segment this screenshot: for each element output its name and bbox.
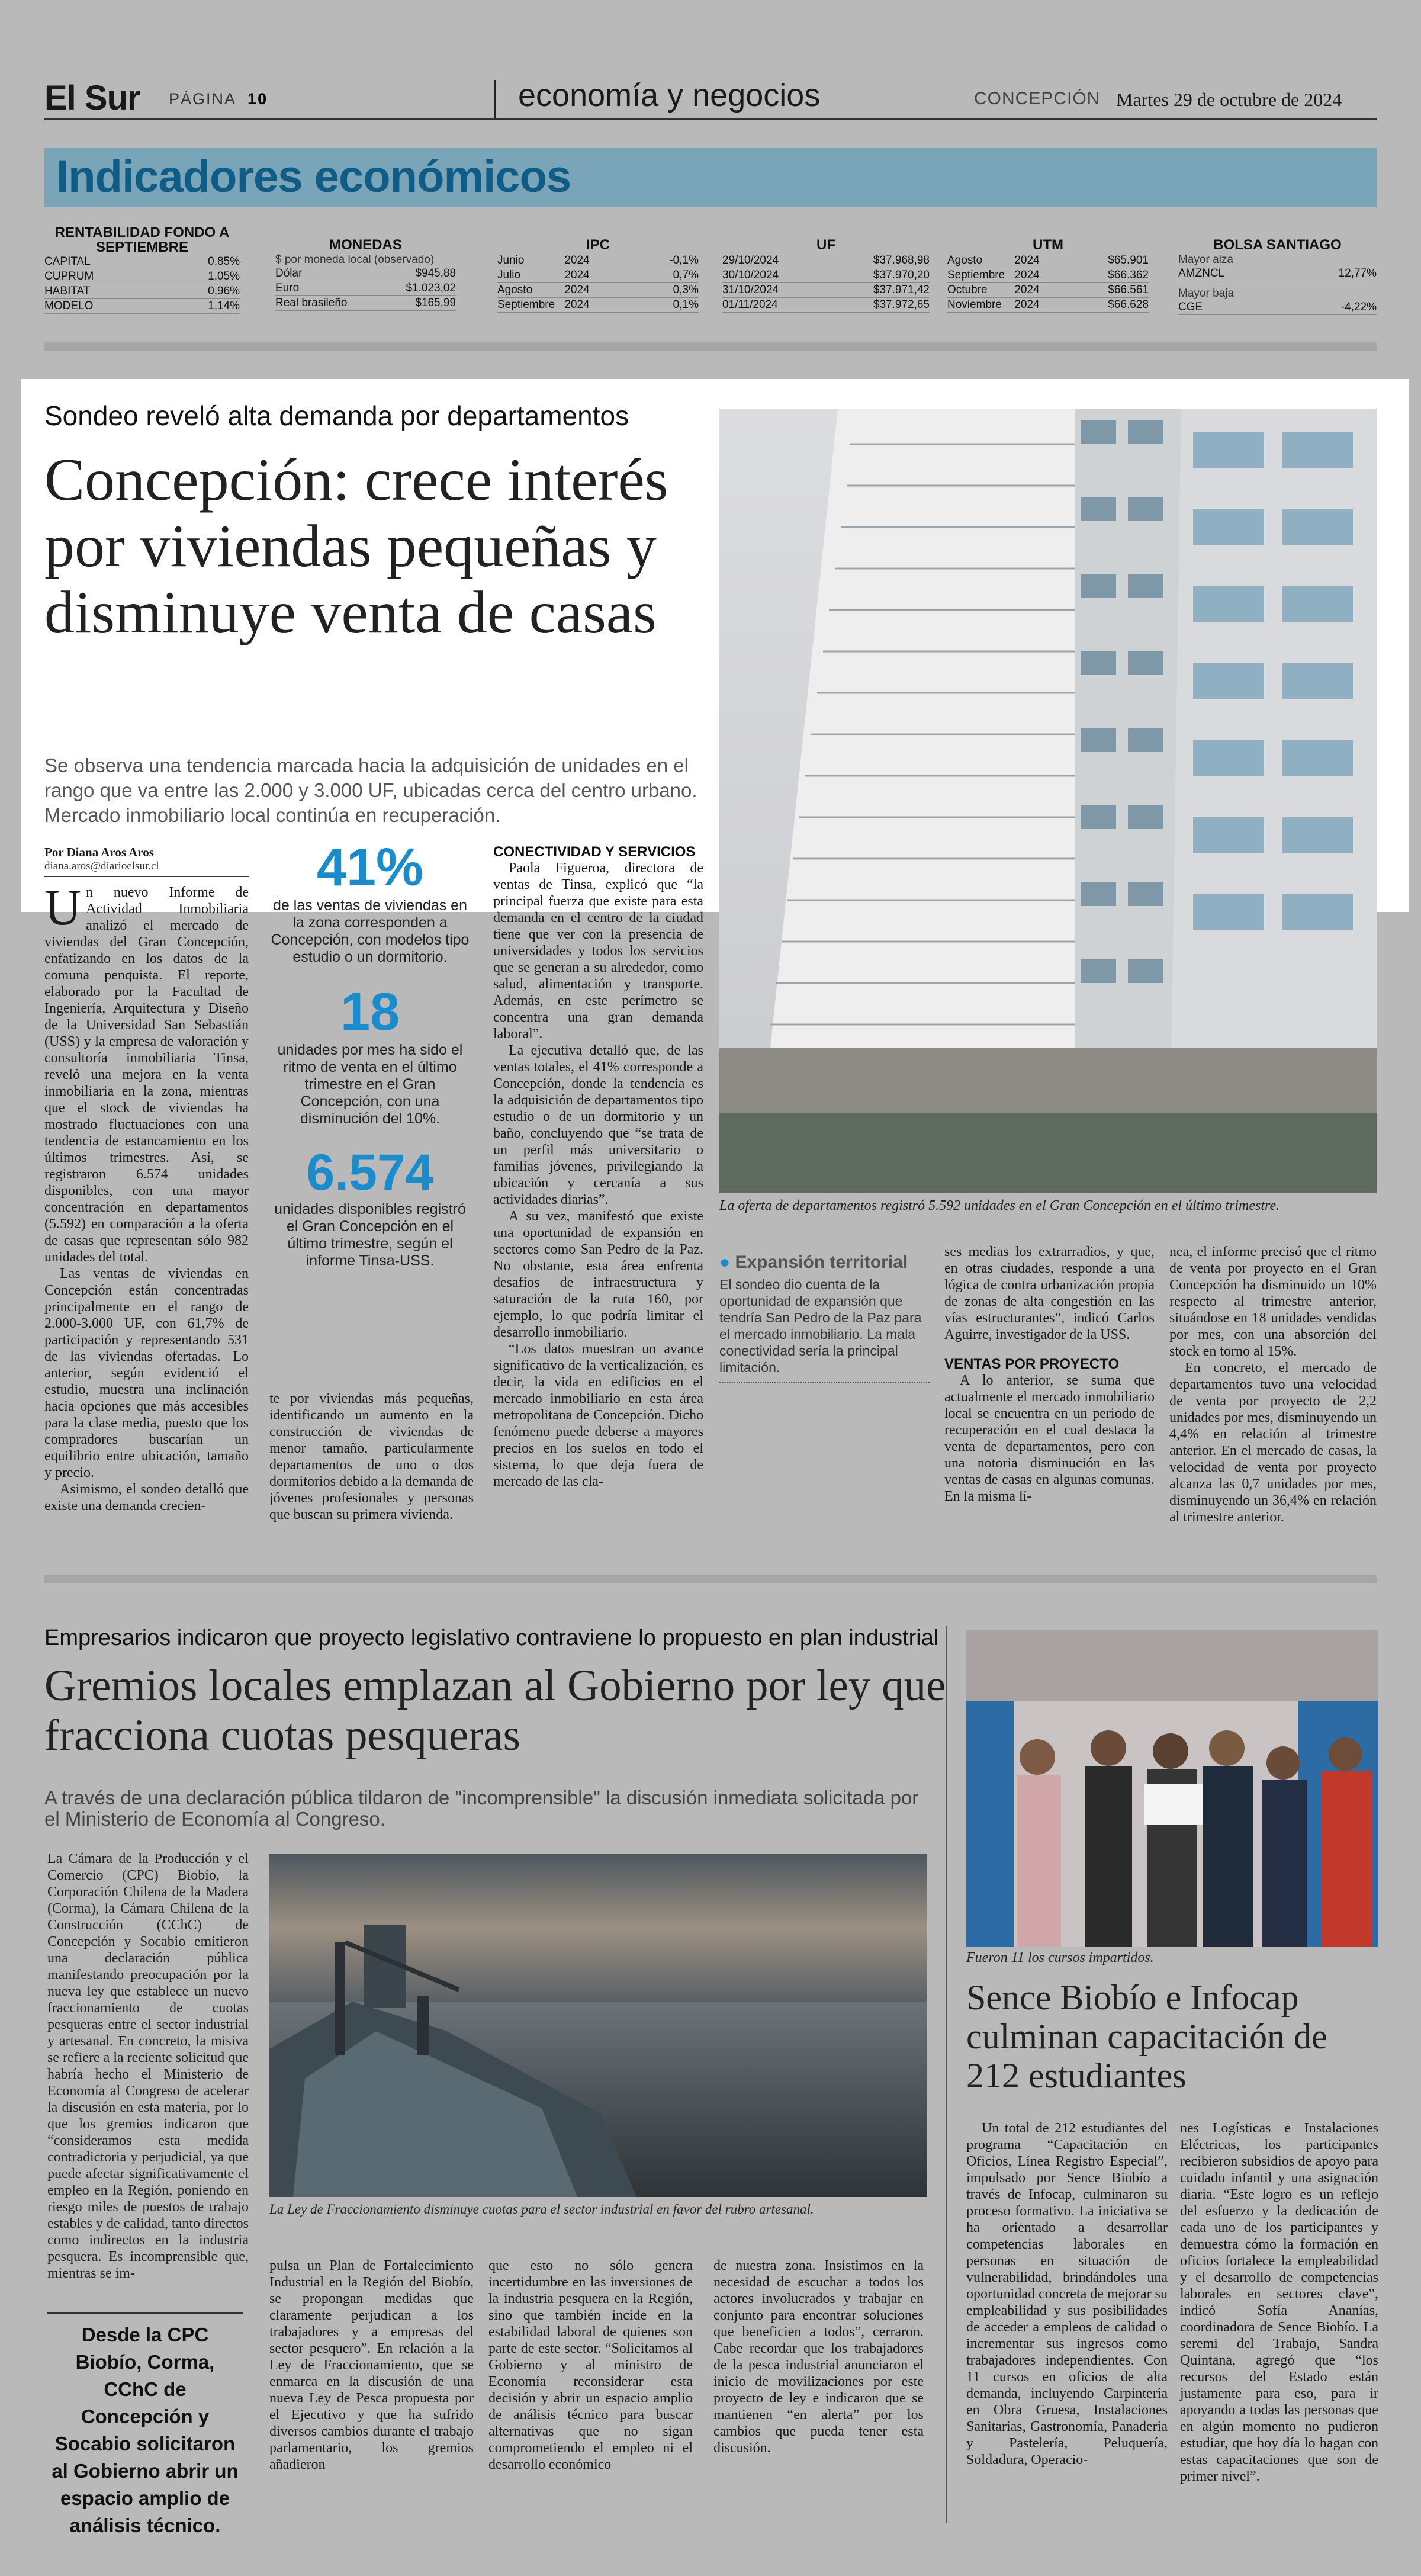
article-1-column-1	[44, 845, 249, 1514]
cell: 2024	[1014, 298, 1040, 311]
expansion-box-title-text: Expansión territorial	[735, 1252, 908, 1272]
cell: CGE	[1178, 301, 1203, 313]
quote-rule	[47, 2312, 243, 2314]
table-row	[497, 253, 699, 268]
article-1-body-7	[1169, 1244, 1377, 1525]
bullet-icon: ●	[719, 1252, 731, 1272]
table-row	[275, 266, 456, 281]
article-2-column-3	[488, 2257, 693, 2473]
article-1-column-6	[1169, 1244, 1377, 1525]
stat-2-text: unidades por mes ha sido el ritmo de venta en el último trimestre en el Gran Concepción, con una disminución del 10%.	[277, 1042, 463, 1127]
column-divider	[946, 1626, 947, 2523]
article-2-kicker: Empresarios indicaron que proyecto legislativo contraviene lo propuesto en plan industrial	[44, 1626, 939, 1650]
cell: 1,05%	[208, 270, 240, 282]
indicator-utm	[947, 237, 1149, 313]
cell: 0,1%	[673, 298, 699, 311]
table-row	[1178, 266, 1377, 281]
cell: 0,96%	[208, 285, 240, 297]
cell: Octubre	[947, 284, 988, 296]
cell: MODELO	[44, 300, 94, 312]
article-2-pull-quote: Desde la CPC Biobío, Corma, CChC de Concepción y Socabio solicitaron al Gobierno abrir un espacio amplio de análisis técnico.	[52, 2324, 239, 2536]
article-1-body-3	[493, 860, 703, 1490]
author-email: diana.aros@diarioelsur.cl	[44, 860, 249, 877]
article-2-title: Gremios locales emplazan al Gobierno por ley que fracciona cuotas pesqueras	[44, 1661, 946, 1760]
paragraph: ses medias los extrarradios, y que, en otras ciudades, responde a una lógica de contra urbanización propia de zonas de alta congestión en las vías estructurantes”, indicó Carlos Aguirre, investigador de la USS.	[944, 1244, 1155, 1342]
table-row	[44, 255, 240, 269]
indicator-ipc	[497, 237, 699, 313]
graduation-photo	[966, 1630, 1378, 1947]
drop-cap: U	[44, 879, 82, 936]
cell: 2024	[1014, 269, 1040, 281]
header-divider	[494, 80, 496, 118]
table-row	[497, 268, 699, 283]
indicator-uf	[722, 237, 930, 313]
table-row	[947, 298, 1149, 313]
table-row	[275, 281, 456, 296]
article-3-title: Sence Biobío e Infocap culminan capacitación de 212 estudiantes	[966, 1978, 1327, 2095]
cell: 0,85%	[208, 255, 240, 268]
article-1-body-1	[44, 879, 249, 1514]
paragraph: La ejecutiva detalló que, de las ventas totales, el 41% corresponde a Concepción, donde la tendencia es la adquisición de departamentos tipo estudio o de un dormitorio y un baño, concluyendo que “se trata de un perfil más universitario o familias jóvenes, privilegiando la ubicación y cercanía a sus actividades diarias”.	[493, 1043, 703, 1207]
indicator-fondo-heading: RENTABILIDAD FONDO A SEPTIEMBRE	[54, 224, 230, 255]
table-row	[722, 253, 930, 268]
cell: Agosto	[497, 284, 533, 296]
table-row	[497, 298, 699, 313]
article-2-column-1	[47, 1851, 249, 2282]
paragraph: Asimismo, el sondeo detalló que existe una demanda crecien-	[44, 1482, 249, 1514]
article-3-column-2	[1180, 2120, 1378, 2485]
section-divider	[44, 1575, 1377, 1583]
cell: Septiembre	[497, 298, 555, 311]
expansion-box-title	[719, 1252, 930, 1273]
header-rule	[44, 118, 1377, 120]
indicator-bolsa	[1178, 237, 1377, 315]
paragraph: de nuestra zona. Insistimos en la necesidad de escuchar a todos los actores involucrados y trabajar en conjunto para encontrar soluciones que beneficien a todos”, cerraron. Cabe recordar que los trabajadores de la pesca industrial anunciaron el inicio de movilizaciones por este proyecto de ley e indicaron que se mantienen “en alerta” por los cambios que pueda tener esta discusión.	[713, 2258, 924, 2456]
paragraph: nes Logísticas e Instalaciones Eléctricas, los participantes recibieron subsidios de apoyo para cuidado infantil y una asignación diaria. “Este logro es un reflejo del esfuerzo y la dedicación de cada uno de los participantes y demuestra cómo la formación en oficios fortalece la empleabilidad y el desarrollo de competencias laborales en sectores clave”, indicó Sofía Ananías, coordinadora de Sence Biobío. La seremi del Trabajo, Sandra Quintana, agregó que “los recursos del Estado están justamente para eso, para ir apoyando a todas las personas que en algún momento no pudieron estudiar, que hoy día lo hagan con estas capacitaciones que son de primer nivel”.	[1180, 2121, 1378, 2484]
stat-3-text: unidades disponibles registró el Gran Concepción en el último trimestre, según el informe Tinsa-USS.	[274, 1201, 466, 1269]
stat-3-number: 6.574	[306, 1144, 434, 1201]
newspaper-logo: El Sur	[44, 79, 140, 117]
cell: 2024	[564, 254, 590, 266]
table-row	[947, 268, 1149, 283]
cell: $66.362	[1108, 269, 1149, 281]
paragraph: Un total de 212 estudiantes del programa “Capacitación en Oficios, Línea Registro Especial”, impulsado por Sence Biobío a través de Infocap, culminaron su proceso formativo. La iniciativa se ha orientado a desarrollar competencias laborales en personas en situación de vulnerabilidad, brindándoles una oportunidad concreta de mejorar su empleabilidad y sus posibilidades de acceder a empleos de calidad o incrementar sus ingresos como trabajadores independientes. Con 11 cursos en oficios de alta demanda, incluyendo Carpintería en Obra Gruesa, Instalaciones Sanitarias, Gastronomía, Panadería y Pastelería, Peluquería, Soldadura, Operacio-	[966, 2121, 1168, 2468]
cell: 2024	[564, 284, 590, 296]
indicator-fondo	[44, 225, 240, 314]
article-1-body-5	[944, 1244, 1155, 1343]
paragraph: “Los datos muestran un avance significativo de la verticalización, es decir, la vida en edificios en el mercado inmobiliario en esta área metropolitana de Concepción. Dicho fenómeno puede deberse a mayores precios en los suelos en todo el sistema, lo que deja fuera de mercado de las cla-	[493, 1341, 703, 1489]
expansion-box-text: El sondeo dio cuenta de la oportunidad de expansión que tendría San Pedro de la Paz para el mercado inmobiliario. La mala conectividad sería la principal limitación.	[719, 1277, 922, 1375]
header-city: CONCEPCIÓN	[974, 89, 1101, 108]
indicator-bolsa-alza-label: Mayor alza	[1178, 253, 1233, 266]
table-row	[44, 284, 240, 299]
paragraph: Paola Figueroa, directora de ventas de Tinsa, explicó que “la principal fuerza que existe para esta demanda en el centro de la ciudad tiene que ver con la presencia de universidades y todos los servicios que se generan a su alrededor, como salud, alimentación y transporte. Además, en este perímetro se concentra una gran demanda laboral”.	[493, 860, 703, 1042]
cell: $37.971,42	[873, 284, 930, 296]
cell: 0,7%	[673, 269, 699, 281]
cell: AMZNCL	[1178, 267, 1225, 280]
cell: Noviembre	[947, 298, 1002, 311]
cell: CUPRUM	[44, 270, 94, 282]
page-number: 10	[247, 90, 268, 108]
table-row	[497, 283, 699, 298]
article-2-column-2	[269, 2257, 474, 2473]
paragraph: n nuevo Informe de Actividad Inmobiliaria analizó el mercado de viviendas del Gran Concepción, enfatizando en los datos de la comuna penquista. El reporte, elaborado por la Facultad de Ingeniería, Arquitectura y Diseño de la Universidad San Sebastián (USS) y la empresa de valoración y consultoría inmobiliaria Tinsa, reveló una mejora en la venta inmobiliaria en la zona, mientras que el stock de viviendas ha mostrado fluctuaciones con una tendencia de estancamiento en los últimos trimestres. Así, se registraron 6.574 unidades disponibles, con una mayor concentración en departamentos (5.592) en comparación a la oferta de casas que representan sólo 982 unidades del total.	[44, 885, 249, 1265]
cell: 31/10/2024	[722, 284, 779, 296]
indicator-utm-heading: UTM	[1033, 237, 1063, 253]
cell: $37.970,20	[873, 269, 930, 281]
building-photo	[719, 409, 1377, 1193]
paragraph: La Cámara de la Producción y el Comercio (CPC) Biobío, la Corporación Chilena de la Madera (Corma), la Cámara Chilena de la Construcción (CChC) de Concepción y Socabio emitieron una declaración pública manifestando preocupación por la nueva ley que establece un nuevo fraccionamiento de cuotas pesqueras entre el sector industrial y artesanal. En concreto, la misiva se refiere a la reciente solicitud que habría hecho el Ministerio de Economía al Congreso de acelerar la discusión en esta materia, por lo que los gremios indicaron que “consideramos esta medida contradictoria y perjudicial, ya que puede afectar significativamente el empleo en la Región, poniendo en riesgo miles de puestos de trabajo estables y de calidad, tanto directos como indirectos en la industria pesquera. Es incomprensible que, mientras se im-	[47, 1851, 249, 2281]
cell: 2024	[1014, 284, 1040, 296]
article-2-column-4	[713, 2257, 924, 2456]
article-1-kicker: Sondeo reveló alta demanda por departamentos	[44, 400, 629, 431]
indicators-title: Indicadores económicos	[56, 152, 571, 202]
cell: Real brasileño	[275, 297, 348, 309]
page-label	[169, 90, 268, 108]
article-2-lead: A través de una declaración pública tildaron de "incomprensible" la discusión inmediata solicitada por el Ministerio de Economía al Congreso.	[44, 1787, 919, 1830]
cell: Julio	[497, 269, 521, 281]
indicator-bolsa-baja-label: Mayor baja	[1178, 287, 1234, 300]
table-row	[722, 298, 930, 313]
cell: $66.561	[1108, 284, 1149, 296]
indicator-uf-heading: UF	[816, 237, 835, 253]
article-1-lead: Se observa una tendencia marcada hacia la adquisición de unidades en el rango que va entre las 2.000 y 3.000 UF, ubicadas cerca del centro urbano. Mercado inmobiliario local continúa en recuperación.	[44, 754, 697, 826]
cell: HABITAT	[44, 285, 91, 297]
table-row	[722, 283, 930, 298]
expansion-box	[719, 1252, 930, 1383]
table-row	[275, 296, 456, 311]
cell: $37.972,65	[873, 298, 930, 311]
paragraph: A lo anterior, se suma que actualmente el mercado inmobiliario local se encuentra en un periodo de recuperación en el cual destaca la venta de departamentos, pero con una notoria disminución en las ventas de casas en algunas comunas. En la misma lí-	[944, 1373, 1155, 1504]
table-row	[1178, 300, 1377, 315]
byline: Por Diana Aros Aros	[44, 845, 154, 859]
table-row	[44, 299, 240, 314]
indicator-bolsa-heading: BOLSA SANTIAGO	[1213, 237, 1342, 253]
cell: 0,3%	[673, 284, 699, 296]
fishing-ship-photo	[269, 1854, 927, 2197]
stat-1-text: de las ventas de viviendas en la zona corresponden a Concepción, con modelos tipo estudio o un dormitorio.	[271, 897, 470, 965]
table-row	[947, 253, 1149, 268]
paragraph: nea, el informe precisó que el ritmo de venta por proyecto en el Gran Concepción ha disminuido un 10% respecto al trimestre anterior, situándose en 18 unidades vendidas por mes, con una absorción del stock en torno al 15%.	[1169, 1244, 1377, 1359]
cell: 01/11/2024	[722, 298, 778, 311]
cell: 30/10/2024	[722, 269, 779, 281]
article-1-body-6	[944, 1372, 1155, 1505]
article-1-body-2	[269, 1390, 474, 1523]
table-row	[947, 283, 1149, 298]
paragraph: que esto no sólo genera incertidumbre en las inversiones de la industria pesquera en la Región, sino que también incide en la estabilidad laboral de quienes son parte de este sector. “Solicitamos al Gobierno y al ministro de Economía reconsiderar esta decisión y abrir un espacio amplio de análisis técnico para buscar alternativas que no sigan comprometiendo el empleo ni el desarrollo económico	[488, 2258, 693, 2472]
page-label-text: PÁGINA	[169, 90, 237, 108]
paragraph: Las ventas de viviendas en Concepción están concentradas principalmente en el rango de 2.000-3.000 UF, con 61,7% de participación y representando 531 de las viviendas ofertadas. Lo anterior, según evidenció el estudio, muestra una inclinación hacia opciones que más accesibles para la clase media, puesto que los compradores buscarían un equilibrio entre ubicación, tamaño y precio.	[44, 1266, 249, 1480]
cell: 2024	[564, 298, 590, 311]
cell: $165,99	[415, 297, 456, 309]
cell: $65.901	[1108, 254, 1149, 266]
stat-2-number: 18	[340, 982, 400, 1042]
cell: -4,22%	[1340, 301, 1377, 313]
graduation-photo-caption: Fueron 11 los cursos impartidos.	[966, 1950, 1154, 1965]
header-date: Martes 29 de octubre de 2024	[1116, 89, 1342, 110]
indicator-monedas-heading: MONEDAS	[329, 237, 402, 253]
cell: 2024	[564, 269, 590, 281]
cell: $66.628	[1108, 298, 1149, 311]
cell: Septiembre	[947, 269, 1005, 281]
paragraph: En concreto, el mercado de departamentos tuvo una velocidad de venta por proyecto de 2,2 unidades por mes, disminuyendo un 4,4% en relación al trimestre anterior. En el mercado de casas, la velocidad de venta por proyecto alcanza las 0,7 unidades por mes, disminuyendo un 36,4% en relación al trimestre anterior.	[1169, 1360, 1377, 1525]
building-photo-caption: La oferta de departamentos registró 5.592 unidades en el Gran Concepción en el último trimestre.	[719, 1198, 1280, 1213]
stat-1-number: 41%	[316, 838, 424, 897]
article-1-column-3	[493, 844, 703, 1490]
article-1-column-5	[944, 1244, 1155, 1505]
cell: CAPITAL	[44, 255, 91, 268]
fishing-ship-photo-caption: La Ley de Fraccionamiento disminuye cuotas para el sector industrial en favor del rubro artesanal.	[269, 2202, 814, 2217]
table-row	[44, 269, 240, 284]
cell: -0,1%	[669, 254, 699, 266]
cell: Junio	[497, 254, 525, 266]
subhead-ventas: VENTAS POR PROYECTO	[944, 1356, 1120, 1372]
cell: Agosto	[947, 254, 983, 266]
cell: 2024	[1014, 254, 1040, 266]
indicator-monedas-sub: $ por moneda local (observado)	[275, 253, 435, 266]
paragraph: te por viviendas más pequeñas, identificando un aumento en la construcción de viviendas de menor tamaño, particularmente departamentos de uno o dos dormitorios debido a la demanda de jóvenes profesionales y personas que buscan su primera vivienda.	[269, 1391, 474, 1523]
subhead-conectividad: CONECTIVIDAD Y SERVICIOS	[493, 844, 696, 860]
indicator-monedas	[275, 237, 456, 311]
indicator-ipc-heading: IPC	[586, 237, 610, 253]
cell: $945,88	[415, 267, 456, 280]
cell: 12,77%	[1338, 267, 1377, 280]
cell: 29/10/2024	[722, 254, 779, 266]
section-title: economía y negocios	[518, 78, 821, 113]
article-1-title: Concepción: crece interés por viviendas pequeñas y disminuye venta de casas	[44, 447, 668, 646]
cell: Dólar	[275, 267, 303, 280]
article-3-column-1	[966, 2120, 1168, 2468]
section-divider	[44, 342, 1377, 351]
paragraph: pulsa un Plan de Fortalecimiento Industrial en la Región del Biobío, se propongan medidas que claramente perjudican a los trabajadores y a empresas del sector pesquero”. En relación a la Ley de Fraccionamiento, que se enmarca en la discusión de una nueva Ley de Pesca propuesta por el Ejecutivo y que ha sufrido diversos cambios durante el trabajo parlamentario, los gremios añadieron	[269, 2258, 474, 2472]
cell: 1,14%	[208, 300, 240, 312]
cell: $37.968,98	[873, 254, 930, 266]
cell: Euro	[275, 282, 300, 294]
article-1-stats-column	[269, 838, 471, 1270]
cell: $1.023,02	[406, 282, 456, 294]
paragraph: A su vez, manifestó que existe una oportunidad de expansión en sectores como San Pedro de la Paz. No obstante, esta área enfrenta desafíos de infraestructura y saturación de la ruta 160, por ejemplo, lo que podría limitar el desarrollo inmobiliario.	[493, 1209, 703, 1340]
table-row	[722, 268, 930, 283]
